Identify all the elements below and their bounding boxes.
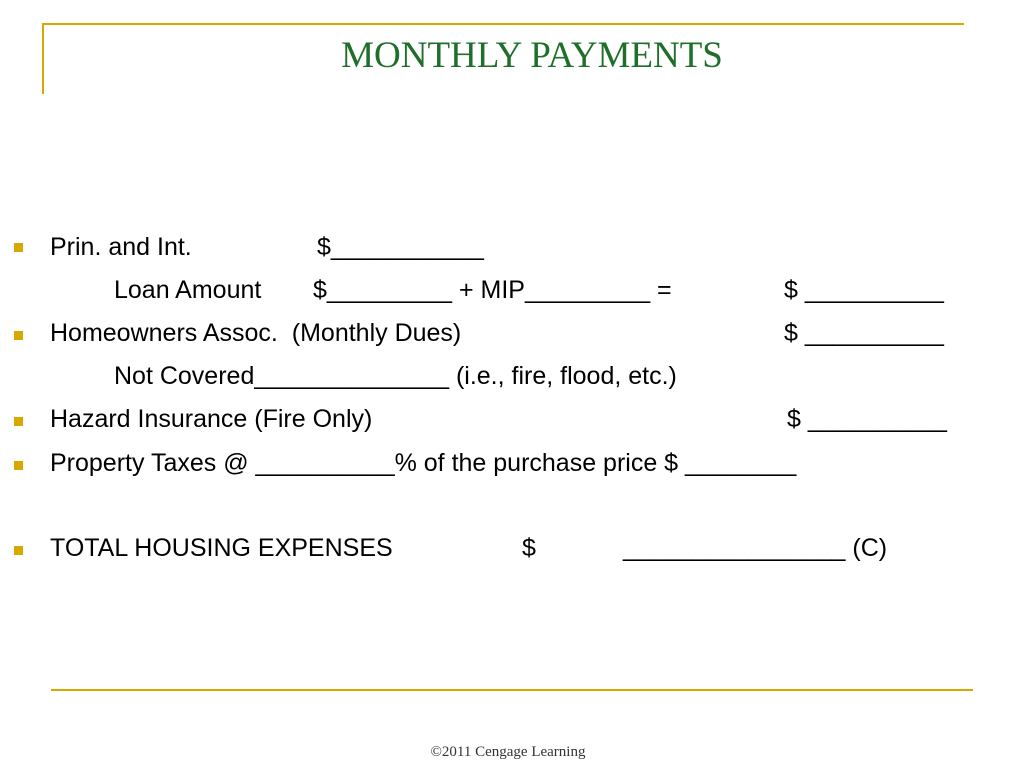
total-housing-blank: ________________ (C) (623, 534, 888, 562)
not-covered-line: Not Covered______________ (i.e., fire, flood, etc.) (114, 362, 677, 390)
total-housing-dollar: $ (522, 534, 536, 562)
property-taxes-line: Property Taxes @ __________% of the purchase price $ ________ (50, 449, 797, 477)
bullet-square-icon (14, 417, 23, 426)
prin-int-blank: $___________ (317, 233, 484, 261)
hoa-label: Homeowners Assoc. (Monthly Dues) (50, 319, 462, 347)
hazard-label: Hazard Insurance (Fire Only) (50, 405, 373, 433)
total-housing-label: TOTAL HOUSING EXPENSES (50, 534, 393, 562)
bottom-rule-line (51, 689, 973, 691)
footer-copyright: ©2011 Cengage Learning (430, 744, 586, 760)
bullet-square-icon (14, 461, 23, 470)
loan-amount-blank: $_________ + MIP_________ = (313, 276, 672, 304)
loan-amount-label: Loan Amount (114, 276, 262, 304)
top-frame-line (42, 23, 964, 25)
bullet-square-icon (14, 243, 23, 252)
slide-title: MONTHLY PAYMENTS (341, 35, 723, 76)
hazard-total: $ __________ (787, 405, 947, 433)
loan-amount-total: $ __________ (784, 276, 944, 304)
bullet-square-icon (14, 546, 23, 555)
prin-int-label: Prin. and Int. (50, 233, 192, 261)
hoa-total: $ __________ (784, 319, 944, 347)
bullet-square-icon (14, 331, 23, 340)
